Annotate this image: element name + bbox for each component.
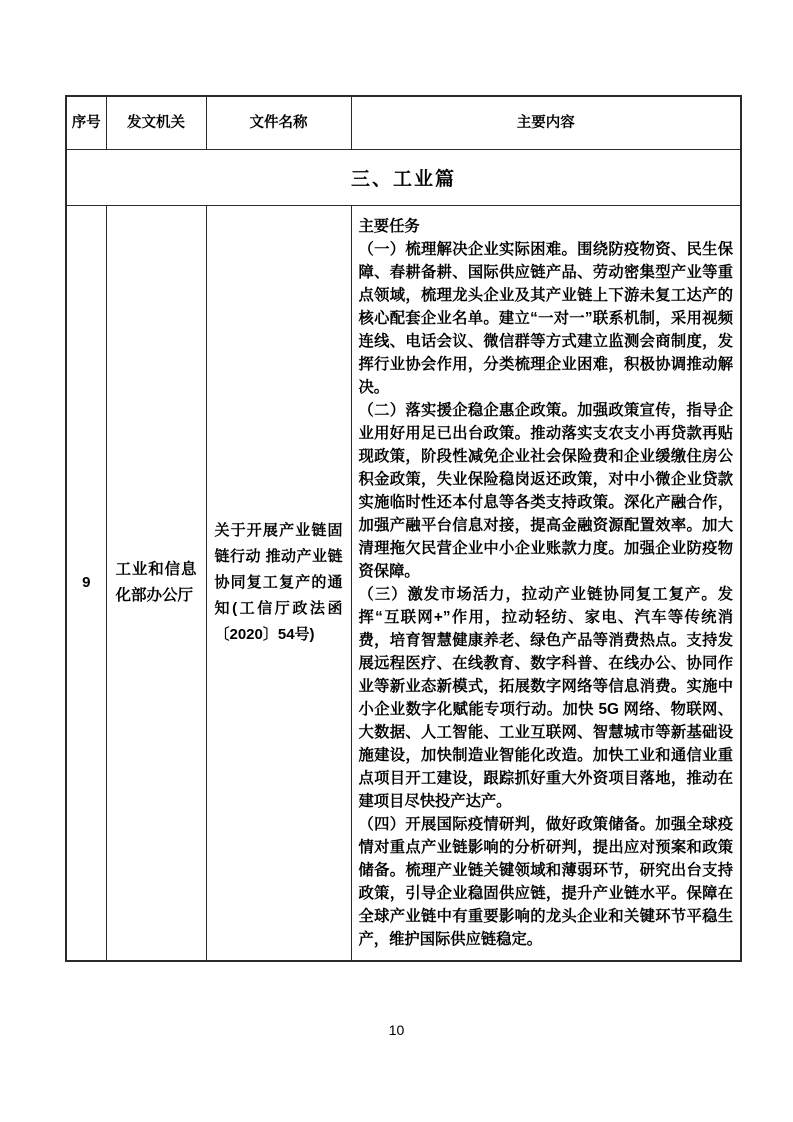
column-header-docname: 文件名称	[206, 96, 351, 150]
table-row	[66, 206, 741, 961]
documents-table	[65, 95, 742, 962]
document-title-cell	[206, 206, 351, 961]
column-header-serial: 序号	[66, 96, 106, 150]
column-header-agency: 发文机关	[106, 96, 206, 150]
content-paragraph: （四）开展国际疫情研判，做好政策储备。加强全球疫情对重点产业链影响的分析研判，提出应对预案和政策储备。梳理产业链关键领域和薄弱环节，研究出台支持政策，引导企业稳固供应链，提升产业链水平。保障在全球产业链中有重要影响的龙头企业和关键环节平稳生产，维护国际供应链稳定。	[358, 815, 733, 948]
section-header-row	[66, 150, 741, 206]
section-title: 三、工业篇	[66, 150, 741, 206]
issuing-agency-text: 工业和信息化部办公厅	[115, 560, 197, 604]
content-paragraph: （一）梳理解决企业实际困难。围绕防疫物资、民生保障、春耕备耕、国际供应链产品、劳动密集型产业等重点领域，梳理龙头企业及其产业链上下游未复工达产的核心配套企业名单。建立“一对一”联系机制，采用视频连线、电话会议、微信群等方式建立监测会商制度，发挥行业协会作用，分类梳理企业困难，积极协调推动解决。	[358, 240, 733, 396]
column-header-content: 主要内容	[351, 96, 741, 150]
page-number: 10	[388, 1022, 405, 1038]
table-header-row	[66, 96, 741, 150]
document-title-text: 关于开展产业链固链行动 推动产业链协同复工复产的通知(工信厅政法函〔2020〕54号)	[214, 521, 343, 643]
serial-number-cell: 9	[66, 206, 106, 961]
main-content-block	[352, 215, 741, 951]
content-paragraph: （二）落实援企稳企惠企政策。加强政策宣传，指导企业用好用足已出台政策。推动落实支农支小再贷款再贴现政策，阶段性减免企业社会保险费和企业缓缴住房公积金政策，失业保险稳岗返还政策，对中小微企业贷款实施临时性还本付息等各类支持政策。深化产融合作，加强产融平台信息对接，提高金融资源配置效率。加大清理拖欠民营企业中小企业账款力度。加强企业防疫物资保障。	[358, 401, 733, 580]
main-content-cell	[351, 206, 741, 961]
content-paragraph: （三）激发市场活力，拉动产业链协同复工复产。发挥“互联网+”作用，拉动轻纺、家电、汽车等传统消费，培育智慧健康养老、绿色产品等消费热点。支持发展远程医疗、在线教育、数字科普、在线办公、协同作业等新业态新模式，拓展数字网络等信息消费。实施中小企业数字化赋能专项行动。加快 5G 网络、物联网、大数据、人工智能、工业互联网、智慧城市等新基础设施建设，加快制造业智能化改造。加快工业和通信业重点项目开工建设，跟踪抓好重大外资项目落地，推动在建项目尽快投产达产。	[358, 585, 733, 810]
content-paragraph: 主要任务	[358, 217, 420, 235]
issuing-agency-cell	[106, 206, 206, 961]
